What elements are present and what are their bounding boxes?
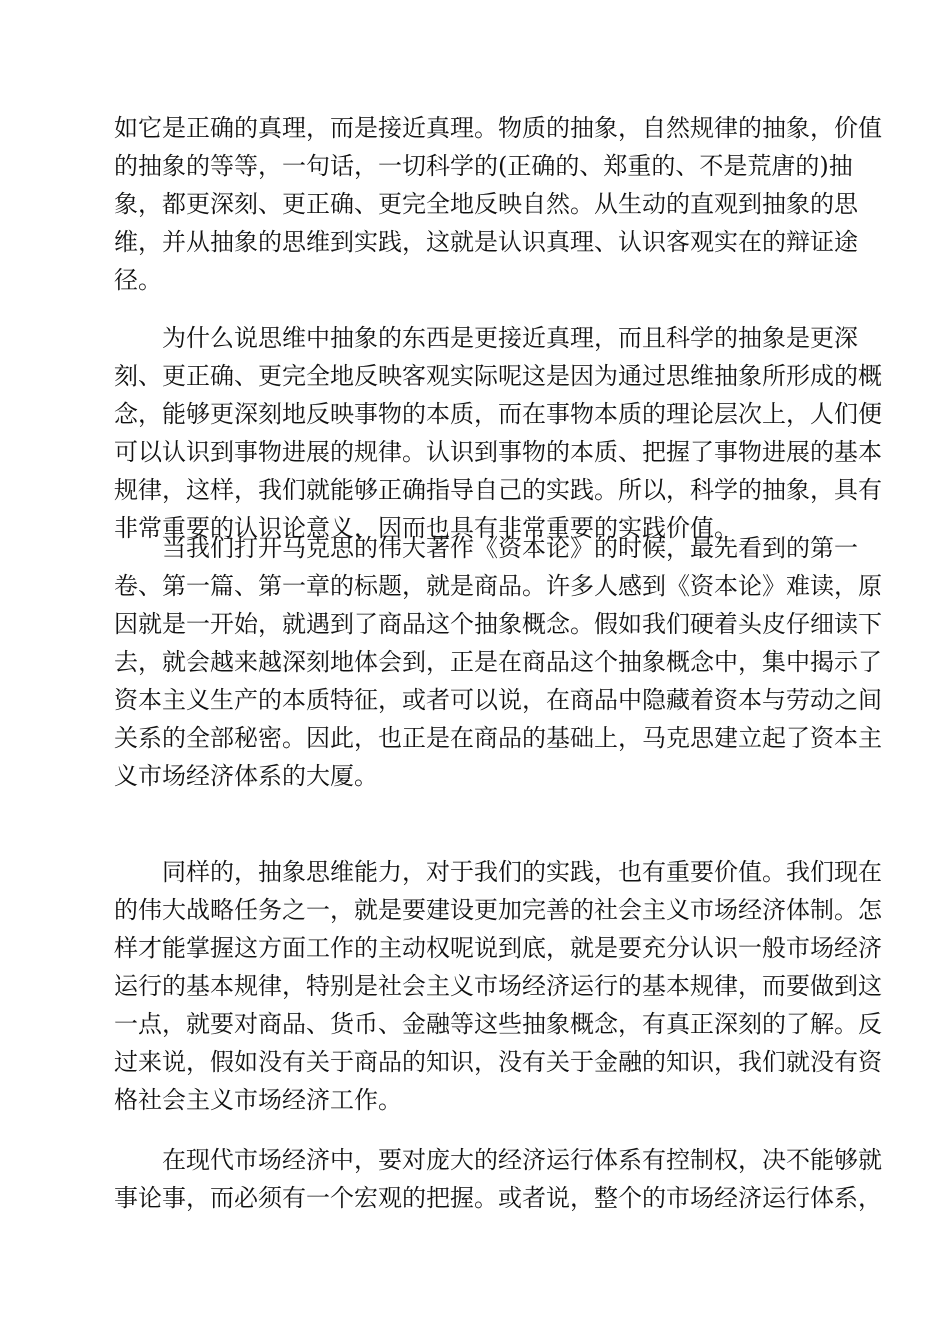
- text-line: 样才能掌握这方面工作的主动权呢说到底，就是要充分认识一般市场经济: [114, 934, 882, 962]
- paragraph-5: [114, 1141, 882, 1217]
- text-line: 事论事，而必须有一个宏观的把握。或者说，整个的市场经济运行体系，: [114, 1184, 882, 1212]
- paragraph-3: [114, 529, 882, 795]
- text-line: 如它是正确的真理，而是接近真理。物质的抽象，自然规律的抽象，价值: [114, 114, 882, 142]
- text-line: 刻、更正确、更完全地反映客观实际呢这是因为通过思维抽象所形成的概: [114, 362, 882, 390]
- text-line: 的抽象的等等，一句话，一切科学的(正确的、郑重的、不是荒唐的)抽: [114, 152, 853, 180]
- text-line: 径。: [114, 266, 162, 294]
- text-line: 为什么说思维中抽象的东西是更接近真理，而且科学的抽象是更深: [162, 324, 858, 352]
- text-line: 维，并从抽象的思维到实践，这就是认识真理、认识客观实在的辩证途: [114, 228, 858, 256]
- text-line: 规律，这样，我们就能够正确指导自己的实践。所以，科学的抽象，具有: [114, 476, 882, 504]
- text-line: 象，都更深刻、更正确、更完全地反映自然。从生动的直观到抽象的思: [114, 190, 858, 218]
- text-line: 同样的，抽象思维能力，对于我们的实践，也有重要价值。我们现在: [162, 858, 882, 886]
- paragraph-1: [114, 109, 882, 299]
- paragraph-4: [114, 853, 882, 1119]
- text-line: 去，就会越来越深刻地体会到，正是在商品这个抽象概念中，集中揭示了: [114, 648, 882, 676]
- text-line: 非常重要的认识论意义，因而也具有非常重要的实践价值。: [114, 514, 738, 542]
- text-line: 过来说，假如没有关于商品的知识，没有关于金融的知识，我们就没有资: [114, 1048, 882, 1076]
- text-line: 因就是一开始，就遇到了商品这个抽象概念。假如我们硬着头皮仔细读下: [114, 610, 882, 638]
- text-line: 运行的基本规律，特别是社会主义市场经济运行的基本规律，而要做到这: [114, 972, 882, 1000]
- text-line: 念，能够更深刻地反映事物的本质，而在事物本质的理论层次上，人们便: [114, 400, 882, 428]
- text-line: 当我们打开马克思的伟大著作《资本论》的时候，最先看到的第一: [162, 534, 858, 562]
- text-line: 资本主义生产的本质特征，或者可以说，在商品中隐藏着资本与劳动之间: [114, 686, 882, 714]
- text-line: 的伟大战略任务之一，就是要建设更加完善的社会主义市场经济体制。怎: [114, 896, 882, 924]
- text-line: 关系的全部秘密。因此，也正是在商品的基础上，马克思建立起了资本主: [114, 724, 882, 752]
- text-line: 一点，就要对商品、货币、金融等这些抽象概念，有真正深刻的了解。反: [114, 1010, 882, 1038]
- text-line: 卷、第一篇、第一章的标题，就是商品。许多人感到《资本论》难读，原: [114, 572, 882, 600]
- text-line: 义市场经济体系的大厦。: [114, 762, 378, 790]
- paragraph-2: [114, 319, 882, 547]
- text-line: 格社会主义市场经济工作。: [114, 1086, 402, 1114]
- text-line: 在现代市场经济中，要对庞大的经济运行体系有控制权，决不能够就: [162, 1146, 882, 1174]
- text-line: 可以认识到事物进展的规律。认识到事物的本质、把握了事物进展的基本: [114, 438, 882, 466]
